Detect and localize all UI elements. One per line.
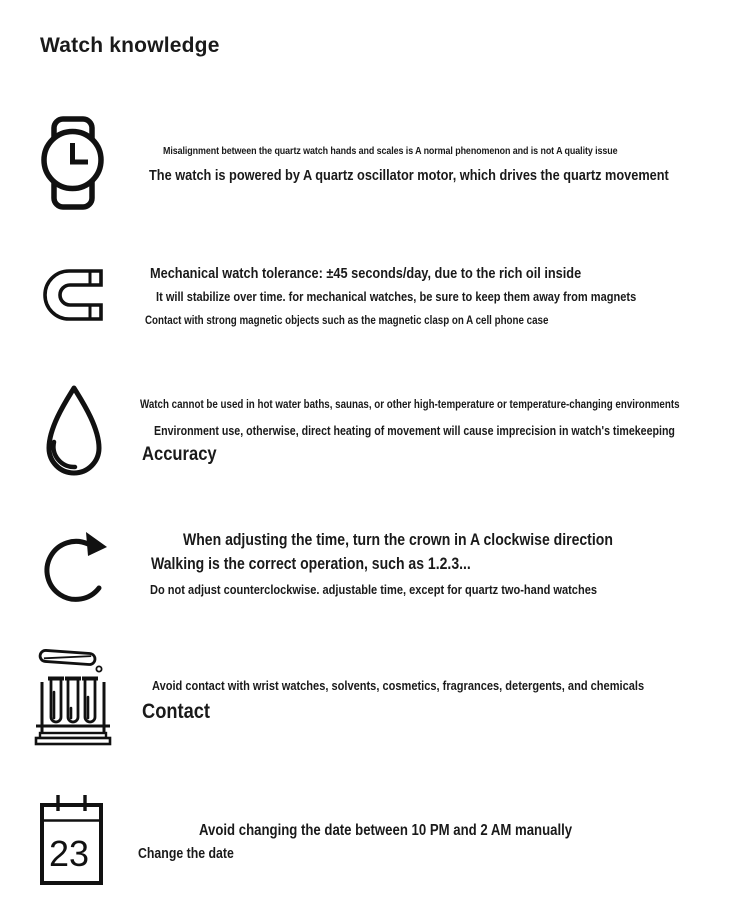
section-quartz-movement <box>135 145 750 185</box>
section-magnetism-tolerance <box>135 264 750 329</box>
chemicals-warning-text: Avoid contact with wrist watches, solvents, cosmetics, fragrances, detergents, and chemicals <box>152 678 645 693</box>
page-title: Watch knowledge <box>40 34 220 57</box>
tolerance-headline: Mechanical watch tolerance: ±45 seconds/day, due to the rich oil inside <box>150 265 582 282</box>
water-drop-icon <box>40 382 108 486</box>
correct-operation-text: Walking is the correct operation, such as 1.2.3... <box>151 555 471 573</box>
wristwatch-icon <box>41 116 104 210</box>
section-temperature-accuracy <box>135 398 750 466</box>
calendar-day-number: 23 <box>48 833 90 874</box>
magnet-warning-text: It will stabilize over time. for mechanical watches, be sure to keep them away from magnets <box>156 289 637 304</box>
contact-headline: Contact <box>142 699 211 723</box>
quartz-misalignment-note: Misalignment between the quartz watch hands and scales is A normal phenomenon and is not A quality issue <box>163 145 618 157</box>
hot-water-warning: Watch cannot be used in hot water baths, saunas, or other high-temperature or temperature-changing environments <box>140 399 680 411</box>
section-chemicals-contact <box>135 677 750 725</box>
heating-imprecision-note: Environment use, otherwise, direct heating of movement will cause imprecision in watch's timekeeping <box>154 424 675 438</box>
section-time-adjustment <box>135 530 750 598</box>
clockwise-arrow-icon <box>42 524 114 612</box>
counterclockwise-warning: Do not adjust counterclockwise. adjustable time, except for quartz two-hand watches <box>150 582 597 597</box>
quartz-movement-text: The watch is powered by A quartz oscillator motor, which drives the quartz movement <box>149 167 669 184</box>
magnet-icon <box>42 268 104 322</box>
section-change-date <box>135 821 750 864</box>
calendar-icon <box>38 792 105 887</box>
magnet-contact-note: Contact with strong magnetic objects such as the magnetic clasp on A cell phone case <box>145 315 549 327</box>
clockwise-headline: When adjusting the time, turn the crown in A clockwise direction <box>183 531 613 549</box>
test-tubes-icon <box>33 645 113 747</box>
change-date-headline: Change the date <box>138 846 234 862</box>
date-change-warning: Avoid changing the date between 10 PM and 2 AM manually <box>199 822 573 839</box>
accuracy-headline: Accuracy <box>142 443 217 465</box>
